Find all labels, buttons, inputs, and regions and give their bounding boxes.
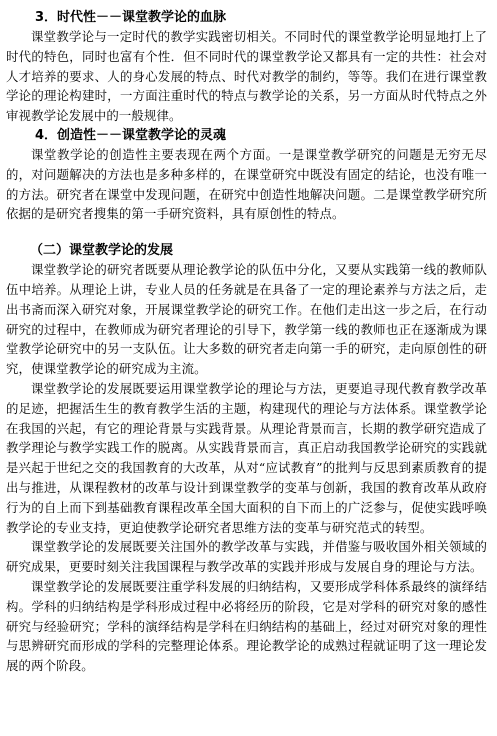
section-timeliness bbox=[6, 8, 487, 126]
body-paragraph: 课堂教学论与一定时代的教学实践密切相关。不同时代的课堂教学论明显地打上了时代的特色，同时也富有个性．但不同时代的课堂教学论又都具有一定的共性：社会对人才培养的要求、人的身心发展的特点、时代对教学的制约，等等。我们在进行课堂教学论的理论构建时，一方面注重时代的特点与教学论的关系，另一方面从时代特点之外审视教学论发展中的一般规律。 bbox=[6, 29, 487, 124]
section-heading: 4．创造性－－课堂教学论的灵魂 bbox=[35, 127, 227, 143]
body-paragraph: 课堂教学论的发展既要关注国外的教学改革与实践，并借鉴与吸收国外相关领域的研究成果，更要时刻关注我国课程与教学改革的实践并形成与发展自身的理论与方法。 bbox=[6, 539, 487, 575]
body-paragraph: 课堂教学论的研究者既要从理论教学论的队伍中分化，又要从实践第一线的教师队伍中培养。从理论上讲，专业人员的任务就是在具备了一定的理论素养与方法之后，走出书斋而深入研究对象，开展课堂教学论的研究工作。在他们走出这一步之后，在行动研究的过程中，在教师成为研究者理论的引导下，教学第一线的教师也正在逐渐成为课堂教学论研究中的另一支队伍。让大多数的研究者走向第一手的研究，走向原创性的研究，使课堂教学论的研究成为主流。 bbox=[6, 262, 487, 377]
body-paragraph: 课堂教学论的发展既要运用课堂教学论的理论与方法，更要追寻现代教育教学改革的足迹，把握活生生的教育教学生活的主题，构建现代的理论与方法体系。课堂教学论在我国的兴起，有它的理论背景与实践背景。从理论背景而言，长期的教学研究造成了教学理论与教学实践工作的脱离。从实践背景而言，真正启动我国教学论研究的实践就是兴起于世纪之交的我国教育的大改革，从对“应试教育”的批判与反思到素质教育的提出与推进，从课程教材的改革与设计到课堂教学的变革与创新，我国的教育改革从政府行为的自上而下到基础教育课程改革全国大面积的自下而上的广泛参与，促使实践呼唤教学论的专业支持，更迫使教学论研究者思维方法的变革与研究范式的转型。 bbox=[6, 380, 487, 535]
body-paragraph: 课堂教学论的发展既要注重学科发展的归纳结构，又要形成学科体系最终的演绎结构。学科的归纳结构是学科形成过程中必将经历的阶段，它是对学科的研究对象的感性研究与经验研究；学科的演绎结构是学科在归纳结构的基础上，经过对研究对象的理性与思辨研究而形成的学科的完整理论体系。理论教学论的成熟过程就证明了这一理论发展的两个阶段。 bbox=[6, 578, 487, 674]
section-heading: 3．时代性－－课堂教学论的血脉 bbox=[35, 10, 227, 25]
section-development bbox=[6, 241, 487, 676]
section-heading: （二）课堂教学论的发展 bbox=[30, 243, 174, 259]
section-creativity bbox=[6, 126, 487, 224]
body-paragraph: 课堂教学论的创造性主要表现在两个方面。一是课堂教学研究的问题是无穷无尽的，对问题解决的方法也是多种多样的，在课堂研究中既没有固定的结论，也没有唯一的方法。研究者在课堂中发现问题，在研究中创造性地解决问题。二是课堂教学研究所依据的是研究者搜集的第一手研究资料，具有原创性的特点。 bbox=[6, 146, 487, 222]
